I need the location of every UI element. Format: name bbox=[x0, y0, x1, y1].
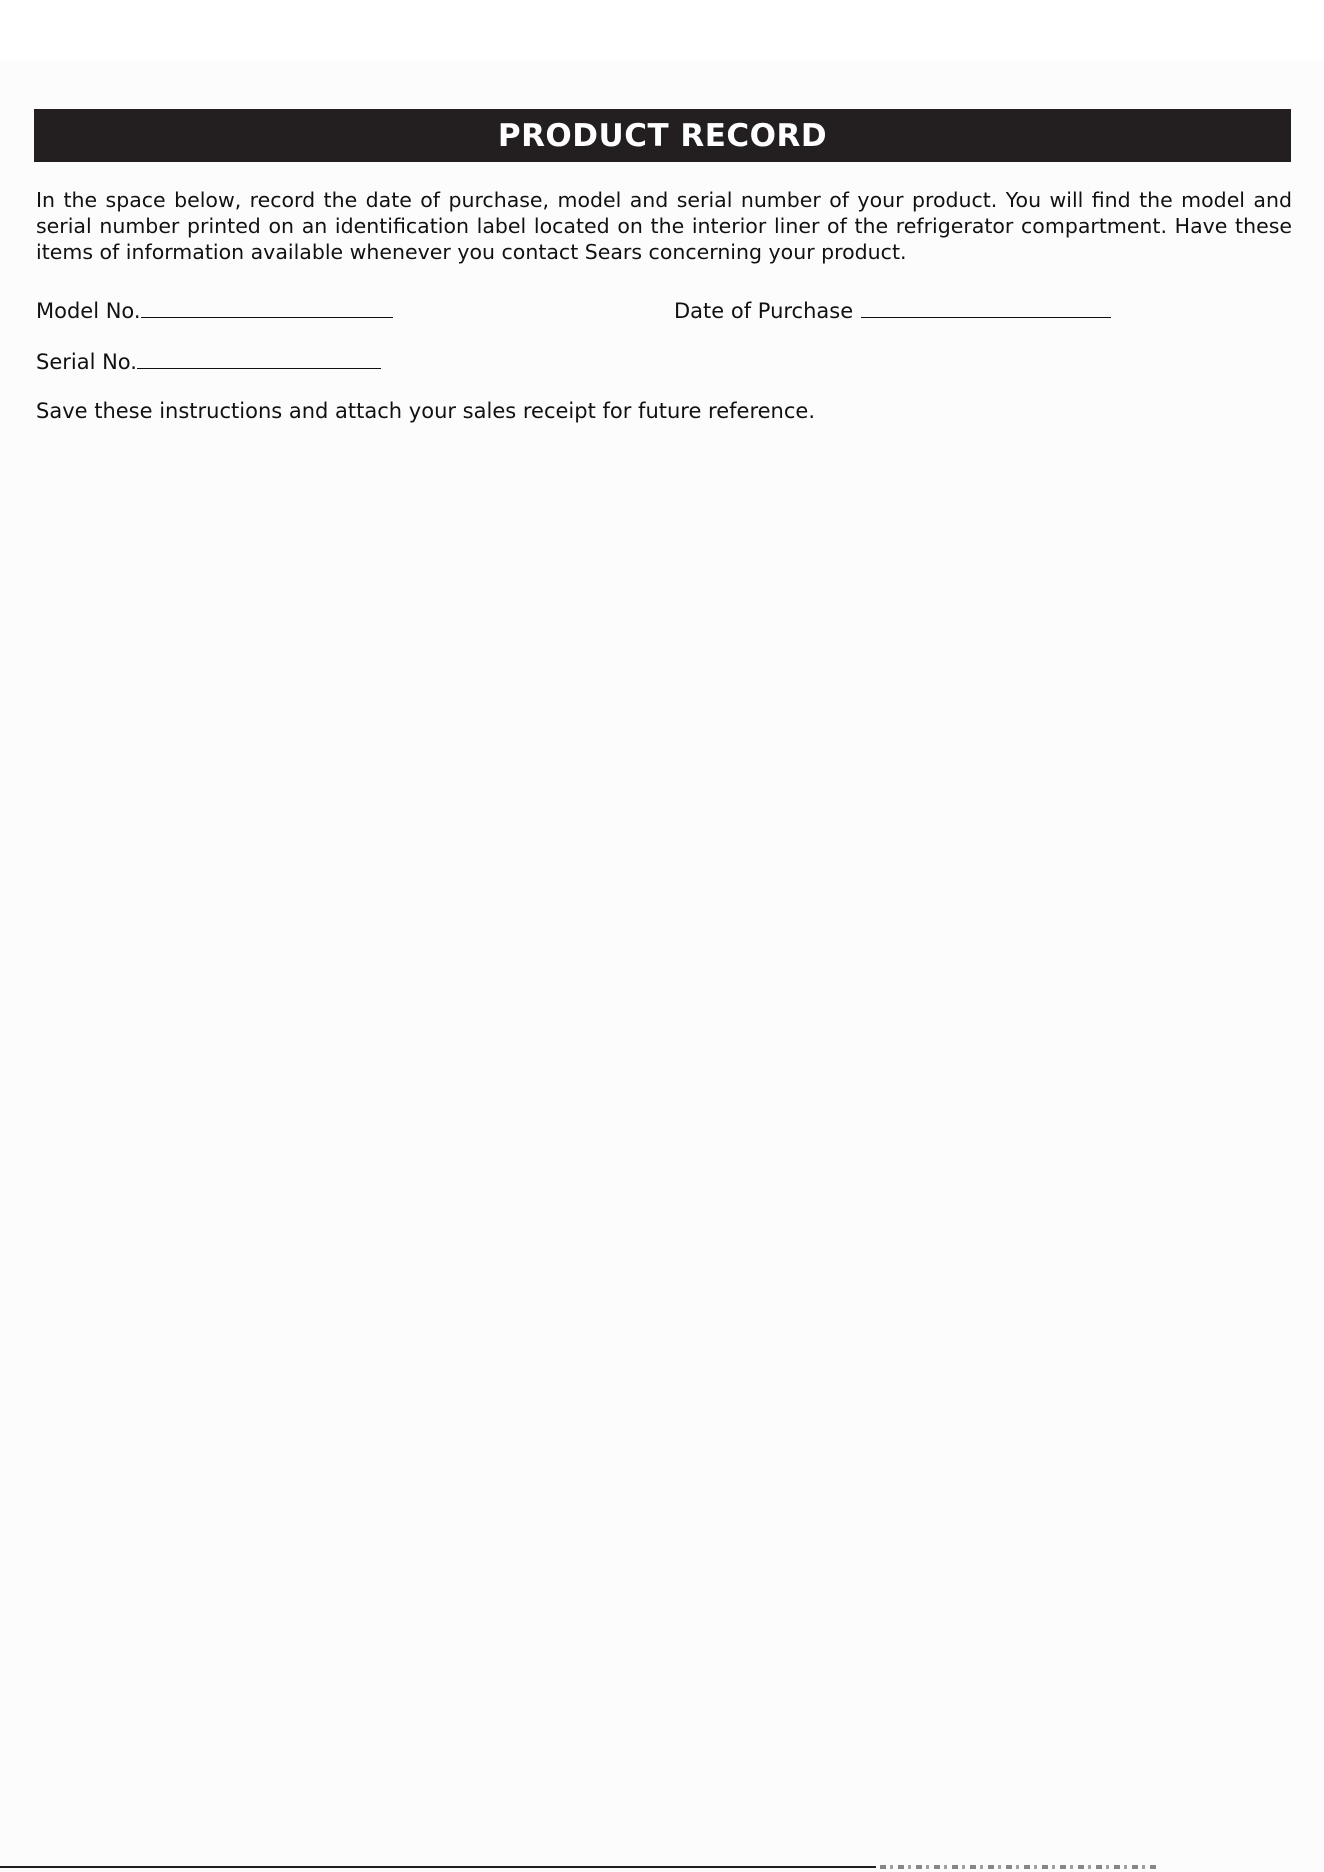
date-of-purchase-blank bbox=[861, 299, 1111, 318]
model-number-blank bbox=[141, 299, 393, 318]
bottom-scan-artifact bbox=[880, 1865, 1160, 1869]
serial-number-field bbox=[36, 349, 381, 375]
serial-number-label: Serial No. bbox=[36, 350, 137, 374]
date-of-purchase-label: Date of Purchase bbox=[674, 299, 854, 323]
page-title: PRODUCT RECORD bbox=[497, 117, 828, 154]
document-page bbox=[0, 60, 1324, 1872]
intro-paragraph: In the space below, record the date of purchase, model and serial number of your product. You will find the model and serial number printed on an identification label located on the interior liner of the refrigerator compartment. Have these items of information available whenever you contact Sears concerning your product. bbox=[36, 188, 1292, 264]
date-of-purchase-field bbox=[674, 298, 1111, 324]
model-number-label: Model No. bbox=[36, 299, 141, 323]
page-top-margin bbox=[0, 0, 1324, 60]
save-instructions-note: Save these instructions and attach your sales receipt for future reference. bbox=[36, 399, 816, 423]
title-bar bbox=[34, 109, 1291, 162]
bottom-divider bbox=[0, 1866, 876, 1868]
model-number-field bbox=[36, 298, 393, 324]
serial-number-blank bbox=[137, 350, 381, 369]
